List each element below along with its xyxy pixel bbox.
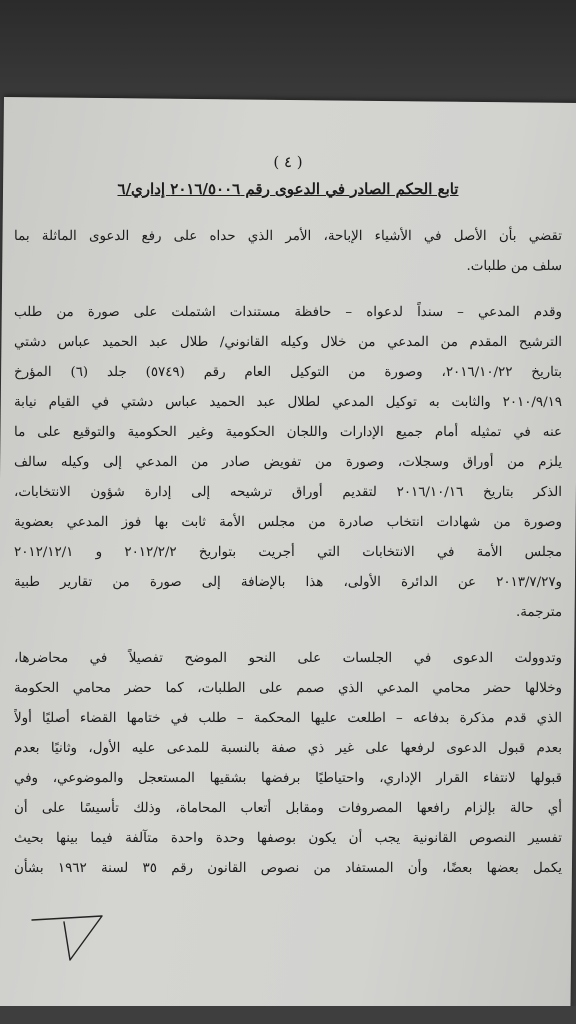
paragraph-2 <box>14 298 562 628</box>
paragraph-3 <box>14 644 562 884</box>
text-line: الترشيح المقدم من المدعي من خلال وكيله القانوني/ طلال عبد الحميد عباس دشتي <box>14 335 562 350</box>
handwritten-signature <box>30 908 110 968</box>
text-line: الذكر بتاريخ ٢٠١٦/١٠/١٦ لتقديم أوراق ترشيحه إلى إدارة شؤون الانتخابات، <box>14 485 562 500</box>
text-line: وخلالها حضر محامي المدعي الذي صمم على الطلبات، كما حضر محامي الحكومة <box>14 681 562 696</box>
text-line: تفسير النصوص القانونية يجب أن يكون بوصفها وحدة واحدة متآلفة فيما بينها بحيث <box>14 831 562 846</box>
text-line: مترجمة. <box>515 605 562 620</box>
document-heading: تابع الحكم الصادر في الدعوى رقم ٢٠١٦/٥٠٠٦ إداري/٦ <box>117 180 459 198</box>
text-line: و٢٠١٣/٧/٢٧ عن الدائرة الأولى، هذا بالإضافة إلى صورة من تقارير طبية <box>14 575 562 590</box>
text-line: يلزم من أوراق وسجلات، وصورة من تفويض صادر من المدعي إلى وكيله سالف <box>14 455 562 470</box>
dark-background-bottom <box>0 1006 576 1024</box>
text-line: الذي قدم مذكرة بدفاعه – اطلعت عليها المحكمة – طلب في ختامها القضاء أصليًا أولاً <box>14 711 562 726</box>
text-line: تقضي بأن الأصل في الأشياء الإباحة، الأمر الذي حداه على رفع الدعوى الماثلة بما <box>14 229 562 244</box>
text-line: سلف من طلبات. <box>466 259 562 274</box>
text-line: ٢٠١٠/٩/١٩ والثابت به توكيل المدعي لطلال عبد الحميد عباس دشتي في القيام نيابة <box>14 395 562 410</box>
text-line: عنه في تمثيله أمام جميع الإدارات واللجان الحكومية وغير الحكومية والتوقيع على ما <box>14 425 562 440</box>
text-line: بتاريخ ٢٠١٦/١٠/٢٢، وصورة من التوكيل العام رقم (٥٧٤٩) جلد (٦) المؤرخ <box>14 365 562 380</box>
text-line: وصورة من شهادات انتخاب صادرة من مجلس الأمة ثابت بها فوز المدعي بعضوية <box>14 515 562 530</box>
document-body <box>14 150 562 900</box>
text-line: وقدم المدعي – سنداً لدعواه – حافظة مستندات اشتملت على صورة من طلب <box>14 305 562 320</box>
text-line: بعدم قبول الدعوى لرفعها على غير ذي صفة بالنسبة للمدعى عليه الأول، وثانيًا بعدم <box>14 741 562 756</box>
text-line: قبولها لانتفاء القرار الإداري، واحتياطيًا برفضها بشقيها المستعجل والموضوعي، وفي <box>14 771 562 786</box>
text-line: وتدوولت الدعوى في الجلسات على النحو الموضح تفصيلاً في محاضرها، <box>14 651 562 666</box>
paragraph-1 <box>14 222 562 282</box>
text-line: مجلس الأمة في الانتخابات التي أجريت بتواريخ ٢٠١٢/٢/٢ و ٢٠١٢/١٢/١ <box>14 545 562 560</box>
page-number: ( ٤ ) <box>273 153 303 171</box>
text-line: يكمل بعضها بعضًا، وأن المستفاد من نصوص القانون رقم ٣٥ لسنة ١٩٦٢ بشأن <box>14 861 562 876</box>
dark-background-top <box>0 0 576 100</box>
text-line: أي حالة بإلزام رافعها المصروفات ومقابل أتعاب المحاماة، وذلك تأسيسًا على أن <box>14 801 562 816</box>
